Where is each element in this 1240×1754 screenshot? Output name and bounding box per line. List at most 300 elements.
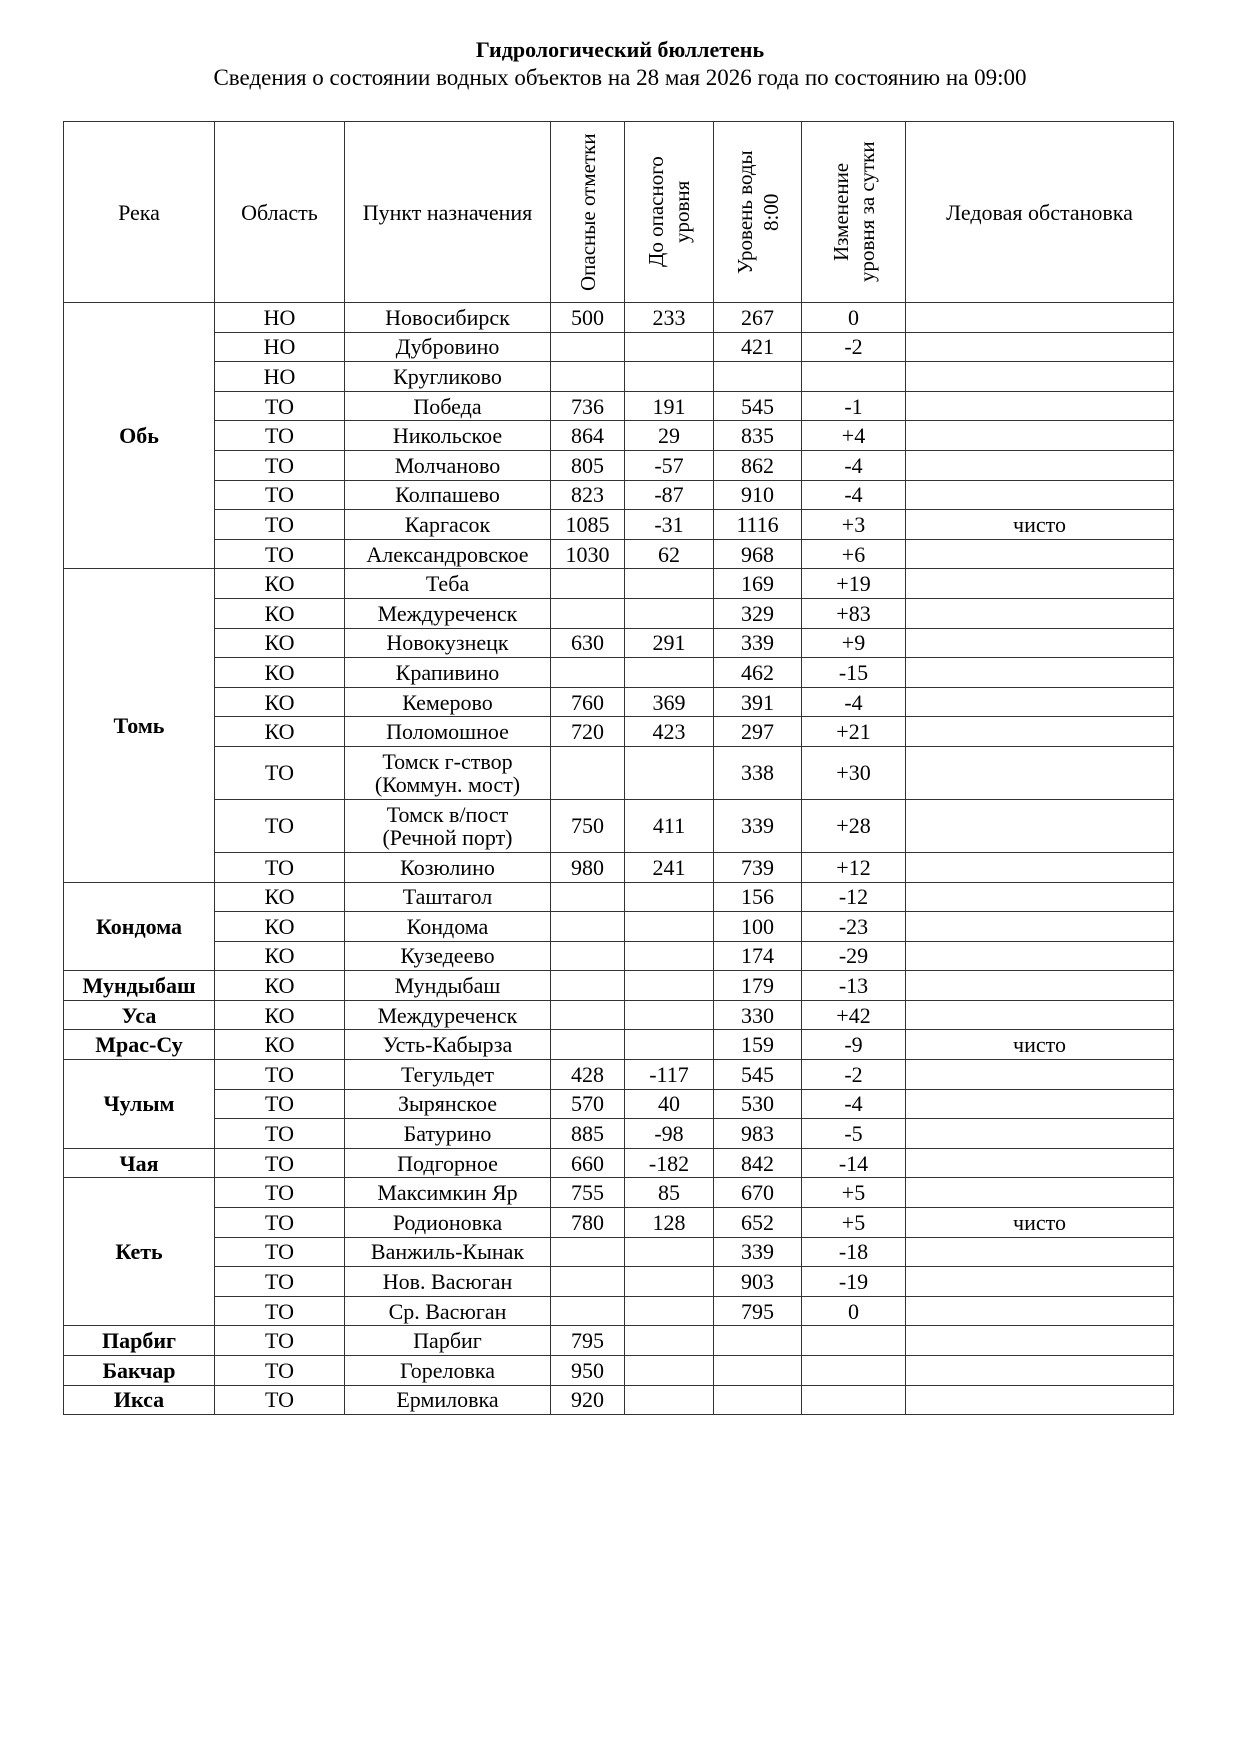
level-change-cell: 0 [802, 303, 906, 333]
level-change-cell: +9 [802, 628, 906, 658]
ice-condition-cell [906, 421, 1174, 451]
danger-mark-cell: 780 [551, 1208, 625, 1238]
table-row [64, 1356, 1174, 1386]
water-level-cell: 339 [714, 799, 802, 852]
region-cell: ТО [215, 799, 345, 852]
header-change [802, 122, 906, 303]
to-danger-cell: -57 [625, 450, 714, 480]
river-cell: Мундыбаш [64, 971, 215, 1001]
level-change-cell [802, 1356, 906, 1386]
ice-condition-cell [906, 1089, 1174, 1119]
danger-mark-cell [551, 1267, 625, 1297]
level-change-cell: -2 [802, 332, 906, 362]
river-cell: Чулым [64, 1060, 215, 1149]
level-change-cell: -12 [802, 882, 906, 912]
to-danger-cell: 191 [625, 391, 714, 421]
danger-mark-cell: 864 [551, 421, 625, 451]
river-cell: Томь [64, 569, 215, 882]
header-river: Река [64, 122, 215, 303]
point-cell: Кругликово [345, 362, 551, 392]
to-danger-cell: -182 [625, 1148, 714, 1178]
table-row [64, 1237, 1174, 1267]
to-danger-cell: 423 [625, 717, 714, 747]
river-cell: Бакчар [64, 1356, 215, 1386]
point-cell: Кемерово [345, 687, 551, 717]
header-danger-label: Опасные отметки [575, 133, 600, 291]
point-cell: Каргасок [345, 510, 551, 540]
region-cell: ТО [215, 1267, 345, 1297]
table-row [64, 1089, 1174, 1119]
level-change-cell: -18 [802, 1237, 906, 1267]
point-cell: Подгорное [345, 1148, 551, 1178]
danger-mark-cell [551, 598, 625, 628]
danger-mark-cell [551, 332, 625, 362]
water-level-cell: 297 [714, 717, 802, 747]
point-cell: Парбиг [345, 1326, 551, 1356]
region-cell: ТО [215, 1060, 345, 1090]
water-level-cell: 100 [714, 912, 802, 942]
level-change-cell: +83 [802, 598, 906, 628]
table-row [64, 852, 1174, 882]
ice-condition-cell [906, 1326, 1174, 1356]
region-cell: КО [215, 912, 345, 942]
level-change-cell [802, 1326, 906, 1356]
ice-condition-cell [906, 362, 1174, 392]
danger-mark-cell: 660 [551, 1148, 625, 1178]
water-level-cell: 156 [714, 882, 802, 912]
ice-condition-cell [906, 1000, 1174, 1030]
ice-condition-cell [906, 1237, 1174, 1267]
document-subtitle: Сведения о состоянии водных объектов на 28 мая 2026 года по состоянию на 09:00 [213, 65, 1027, 90]
header-danger [551, 122, 625, 303]
region-cell: ТО [215, 1326, 345, 1356]
ice-condition-cell [906, 332, 1174, 362]
table-row [64, 1060, 1174, 1090]
point-cell: Усть-Кабырза [345, 1030, 551, 1060]
to-danger-cell [625, 362, 714, 392]
water-level-cell: 1116 [714, 510, 802, 540]
water-level-cell: 795 [714, 1296, 802, 1326]
to-danger-cell [625, 658, 714, 688]
table-row [64, 510, 1174, 540]
level-change-cell: +5 [802, 1208, 906, 1238]
point-cell: Гореловка [345, 1356, 551, 1386]
point-cell: Ванжиль-Кынак [345, 1237, 551, 1267]
table-row [64, 362, 1174, 392]
level-change-cell: +42 [802, 1000, 906, 1030]
to-danger-cell [625, 1296, 714, 1326]
danger-mark-cell [551, 971, 625, 1001]
ice-condition-cell [906, 882, 1174, 912]
table-row [64, 746, 1174, 799]
region-cell: ТО [215, 421, 345, 451]
danger-mark-cell [551, 882, 625, 912]
ice-condition-cell [906, 598, 1174, 628]
table-row [64, 1000, 1174, 1030]
level-change-cell: -1 [802, 391, 906, 421]
table-row [64, 1148, 1174, 1178]
point-cell: Поломошное [345, 717, 551, 747]
danger-mark-cell: 630 [551, 628, 625, 658]
to-danger-cell [625, 1030, 714, 1060]
table-row [64, 882, 1174, 912]
danger-mark-cell: 428 [551, 1060, 625, 1090]
to-danger-cell [625, 941, 714, 971]
table-row [64, 1326, 1174, 1356]
level-change-cell: 0 [802, 1296, 906, 1326]
danger-mark-cell [551, 1030, 625, 1060]
danger-mark-cell: 736 [551, 391, 625, 421]
point-cell: Ермиловка [345, 1385, 551, 1415]
river-cell: Обь [64, 303, 215, 569]
point-cell: Новокузнецк [345, 628, 551, 658]
table-row [64, 1208, 1174, 1238]
water-level-cell: 330 [714, 1000, 802, 1030]
point-cell: Никольское [345, 421, 551, 451]
region-cell: КО [215, 941, 345, 971]
danger-mark-cell [551, 1237, 625, 1267]
level-change-cell: -14 [802, 1148, 906, 1178]
ice-condition-cell [906, 1119, 1174, 1149]
point-cell: Томск в/пост (Речной порт) [345, 799, 551, 852]
region-cell: ТО [215, 1089, 345, 1119]
level-change-cell: -4 [802, 1089, 906, 1119]
ice-condition-cell: чисто [906, 510, 1174, 540]
region-cell: ТО [215, 1237, 345, 1267]
water-level-cell: 267 [714, 303, 802, 333]
level-change-cell: +4 [802, 421, 906, 451]
water-level-cell: 159 [714, 1030, 802, 1060]
level-change-cell [802, 1385, 906, 1415]
region-cell: ТО [215, 1119, 345, 1149]
ice-condition-cell [906, 480, 1174, 510]
water-level-cell: 903 [714, 1267, 802, 1297]
danger-mark-cell: 500 [551, 303, 625, 333]
table-row [64, 1385, 1174, 1415]
water-level-cell [714, 1326, 802, 1356]
to-danger-cell [625, 746, 714, 799]
water-level-cell: 530 [714, 1089, 802, 1119]
region-cell: КО [215, 1000, 345, 1030]
table-row [64, 687, 1174, 717]
region-cell: ТО [215, 450, 345, 480]
point-cell: Крапивино [345, 658, 551, 688]
danger-mark-cell: 760 [551, 687, 625, 717]
region-cell: КО [215, 658, 345, 688]
river-cell: Уса [64, 1000, 215, 1030]
to-danger-cell [625, 912, 714, 942]
point-cell: Тегульдет [345, 1060, 551, 1090]
water-level-cell: 983 [714, 1119, 802, 1149]
region-cell: ТО [215, 539, 345, 569]
region-cell: ТО [215, 391, 345, 421]
region-cell: ТО [215, 1178, 345, 1208]
point-cell: Победа [345, 391, 551, 421]
danger-mark-cell [551, 746, 625, 799]
header-level-label: Уровень воды 8:00 [732, 150, 783, 274]
table-row [64, 1119, 1174, 1149]
ice-condition-cell [906, 746, 1174, 799]
water-level-cell: 545 [714, 1060, 802, 1090]
level-change-cell: -23 [802, 912, 906, 942]
point-cell: Зырянское [345, 1089, 551, 1119]
table-row [64, 628, 1174, 658]
river-cell: Кондома [64, 882, 215, 971]
point-cell: Кузедеево [345, 941, 551, 971]
danger-mark-cell [551, 941, 625, 971]
level-change-cell [802, 362, 906, 392]
water-level-cell: 174 [714, 941, 802, 971]
table-row [64, 450, 1174, 480]
to-danger-cell: 85 [625, 1178, 714, 1208]
danger-mark-cell: 755 [551, 1178, 625, 1208]
water-level-cell: 670 [714, 1178, 802, 1208]
point-cell: Междуреченск [345, 598, 551, 628]
document-title: Гидрологический бюллетень [475, 37, 765, 62]
point-cell: Кондома [345, 912, 551, 942]
river-cell: Икса [64, 1385, 215, 1415]
point-cell: Родионовка [345, 1208, 551, 1238]
water-level-cell: 862 [714, 450, 802, 480]
level-change-cell: -2 [802, 1060, 906, 1090]
to-danger-cell [625, 1267, 714, 1297]
region-cell: КО [215, 717, 345, 747]
point-cell: Дубровино [345, 332, 551, 362]
header-to-danger [625, 122, 714, 303]
danger-mark-cell: 805 [551, 450, 625, 480]
region-cell: КО [215, 569, 345, 599]
ice-condition-cell [906, 569, 1174, 599]
table-row [64, 941, 1174, 971]
water-level-cell: 421 [714, 332, 802, 362]
region-cell: ТО [215, 852, 345, 882]
to-danger-cell [625, 1385, 714, 1415]
to-danger-cell [625, 1237, 714, 1267]
point-cell: Таштагол [345, 882, 551, 912]
level-change-cell: +6 [802, 539, 906, 569]
region-cell: ТО [215, 480, 345, 510]
danger-mark-cell: 823 [551, 480, 625, 510]
level-change-cell: +19 [802, 569, 906, 599]
point-cell: Колпашево [345, 480, 551, 510]
water-level-cell: 652 [714, 1208, 802, 1238]
level-change-cell: -4 [802, 480, 906, 510]
table-header-row [64, 122, 1174, 303]
river-cell: Парбиг [64, 1326, 215, 1356]
to-danger-cell: -31 [625, 510, 714, 540]
level-change-cell: +28 [802, 799, 906, 852]
level-change-cell: -5 [802, 1119, 906, 1149]
point-cell: Теба [345, 569, 551, 599]
water-level-cell: 179 [714, 971, 802, 1001]
region-cell: НО [215, 332, 345, 362]
region-cell: КО [215, 882, 345, 912]
danger-mark-cell: 980 [551, 852, 625, 882]
table-row [64, 1296, 1174, 1326]
level-change-cell: +21 [802, 717, 906, 747]
water-level-cell: 968 [714, 539, 802, 569]
water-level-cell: 339 [714, 628, 802, 658]
header-to-danger-label: До опасного уровня [644, 156, 694, 268]
to-danger-cell: 369 [625, 687, 714, 717]
header-region: Область [215, 122, 345, 303]
water-level-cell [714, 362, 802, 392]
level-change-cell: -15 [802, 658, 906, 688]
to-danger-cell [625, 1000, 714, 1030]
water-level-cell: 338 [714, 746, 802, 799]
ice-condition-cell [906, 391, 1174, 421]
water-level-cell: 842 [714, 1148, 802, 1178]
level-change-cell: -13 [802, 971, 906, 1001]
ice-condition-cell [906, 941, 1174, 971]
to-danger-cell [625, 598, 714, 628]
table-row [64, 480, 1174, 510]
water-level-cell: 169 [714, 569, 802, 599]
header-point: Пункт назначения [345, 122, 551, 303]
region-cell: КО [215, 1030, 345, 1060]
to-danger-cell: -98 [625, 1119, 714, 1149]
ice-condition-cell [906, 658, 1174, 688]
table-row [64, 391, 1174, 421]
to-danger-cell [625, 1356, 714, 1386]
ice-condition-cell [906, 717, 1174, 747]
table-row [64, 421, 1174, 451]
to-danger-cell: 62 [625, 539, 714, 569]
table-row [64, 799, 1174, 852]
level-change-cell: +5 [802, 1178, 906, 1208]
river-cell: Чая [64, 1148, 215, 1178]
point-cell: Козюлино [345, 852, 551, 882]
point-cell: Нов. Васюган [345, 1267, 551, 1297]
to-danger-cell: 233 [625, 303, 714, 333]
table-row [64, 1178, 1174, 1208]
ice-condition-cell [906, 1356, 1174, 1386]
region-cell: КО [215, 598, 345, 628]
table-body [64, 303, 1174, 1415]
danger-mark-cell [551, 1296, 625, 1326]
level-change-cell: +30 [802, 746, 906, 799]
table-row [64, 971, 1174, 1001]
table-row [64, 598, 1174, 628]
danger-mark-cell [551, 912, 625, 942]
ice-condition-cell [906, 912, 1174, 942]
region-cell: КО [215, 628, 345, 658]
ice-condition-cell [906, 971, 1174, 1001]
table-row [64, 332, 1174, 362]
hydrology-table [63, 121, 1174, 1415]
table-row [64, 912, 1174, 942]
point-cell: Междуреченск [345, 1000, 551, 1030]
header-level [714, 122, 802, 303]
ice-condition-cell [906, 628, 1174, 658]
danger-mark-cell: 750 [551, 799, 625, 852]
danger-mark-cell [551, 569, 625, 599]
to-danger-cell [625, 332, 714, 362]
region-cell: ТО [215, 1208, 345, 1238]
header-change-label: Изменение уровня за сутки [828, 141, 879, 283]
ice-condition-cell [906, 450, 1174, 480]
table-row [64, 717, 1174, 747]
region-cell: ТО [215, 746, 345, 799]
ice-condition-cell [906, 1296, 1174, 1326]
ice-condition-cell [906, 852, 1174, 882]
point-cell: Ср. Васюган [345, 1296, 551, 1326]
point-cell: Александровское [345, 539, 551, 569]
danger-mark-cell: 570 [551, 1089, 625, 1119]
to-danger-cell: 411 [625, 799, 714, 852]
header-ice: Ледовая обстановка [906, 122, 1174, 303]
ice-condition-cell: чисто [906, 1030, 1174, 1060]
water-level-cell: 910 [714, 480, 802, 510]
ice-condition-cell: чисто [906, 1208, 1174, 1238]
point-cell: Максимкин Яр [345, 1178, 551, 1208]
to-danger-cell [625, 882, 714, 912]
to-danger-cell: 40 [625, 1089, 714, 1119]
table-row [64, 539, 1174, 569]
danger-mark-cell: 1030 [551, 539, 625, 569]
danger-mark-cell: 885 [551, 1119, 625, 1149]
water-level-cell: 739 [714, 852, 802, 882]
water-level-cell [714, 1356, 802, 1386]
level-change-cell: -29 [802, 941, 906, 971]
level-change-cell: +12 [802, 852, 906, 882]
region-cell: ТО [215, 1385, 345, 1415]
to-danger-cell: 29 [625, 421, 714, 451]
danger-mark-cell: 795 [551, 1326, 625, 1356]
table-row [64, 1030, 1174, 1060]
water-level-cell: 329 [714, 598, 802, 628]
region-cell: КО [215, 971, 345, 1001]
water-level-cell: 835 [714, 421, 802, 451]
to-danger-cell [625, 569, 714, 599]
point-cell: Томск г-створ (Коммун. мост) [345, 746, 551, 799]
ice-condition-cell [906, 799, 1174, 852]
point-cell: Батурино [345, 1119, 551, 1149]
ice-condition-cell [906, 1267, 1174, 1297]
level-change-cell: -4 [802, 687, 906, 717]
danger-mark-cell [551, 1000, 625, 1030]
water-level-cell: 462 [714, 658, 802, 688]
to-danger-cell: 128 [625, 1208, 714, 1238]
water-level-cell: 545 [714, 391, 802, 421]
river-cell: Кеть [64, 1178, 215, 1326]
table-row [64, 658, 1174, 688]
to-danger-cell: 291 [625, 628, 714, 658]
level-change-cell: +3 [802, 510, 906, 540]
water-level-cell: 391 [714, 687, 802, 717]
to-danger-cell [625, 1326, 714, 1356]
ice-condition-cell [906, 687, 1174, 717]
level-change-cell: -4 [802, 450, 906, 480]
region-cell: ТО [215, 1148, 345, 1178]
region-cell: НО [215, 362, 345, 392]
danger-mark-cell [551, 362, 625, 392]
water-level-cell: 339 [714, 1237, 802, 1267]
ice-condition-cell [906, 539, 1174, 569]
level-change-cell: -19 [802, 1267, 906, 1297]
region-cell: ТО [215, 510, 345, 540]
region-cell: КО [215, 687, 345, 717]
point-cell: Новосибирск [345, 303, 551, 333]
danger-mark-cell: 950 [551, 1356, 625, 1386]
ice-condition-cell [906, 1178, 1174, 1208]
to-danger-cell [625, 971, 714, 1001]
to-danger-cell: 241 [625, 852, 714, 882]
danger-mark-cell [551, 658, 625, 688]
table-row [64, 569, 1174, 599]
table-row [64, 303, 1174, 333]
level-change-cell: -9 [802, 1030, 906, 1060]
